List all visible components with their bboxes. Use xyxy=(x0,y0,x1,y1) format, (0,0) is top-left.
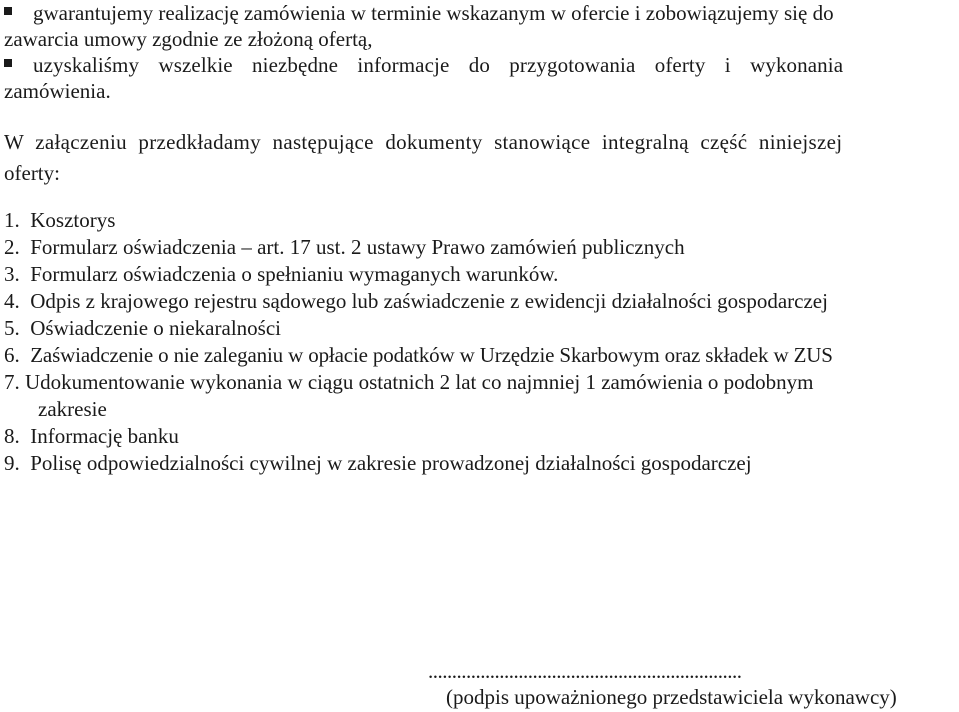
declaration-bullet-list xyxy=(4,0,959,104)
attached-documents-list xyxy=(4,207,959,477)
list-number: 7. xyxy=(4,370,25,394)
document-name: Oświadczenie o niekaralności xyxy=(30,316,281,340)
list-number: 2. xyxy=(4,235,31,259)
declaration-bullet-item xyxy=(4,0,959,52)
bullet-text-line: zamówienia. xyxy=(4,79,111,103)
list-number: 6. xyxy=(4,343,31,367)
attachments-intro xyxy=(4,127,959,189)
declaration-bullet-item xyxy=(4,52,959,104)
document-list-item xyxy=(4,207,959,234)
document-list-item xyxy=(4,342,959,369)
document-name: Formularz oświadczenia – art. 17 ust. 2 ustawy Prawo zamówień publicznych xyxy=(30,235,685,259)
intro-line: W załączeniu przedkładamy następujące dokumenty stanowiące integralną część niniejszej xyxy=(4,130,843,154)
document-list-item xyxy=(4,288,959,315)
list-number: 4. xyxy=(4,289,31,313)
document-list-item xyxy=(4,315,959,342)
document-list-item xyxy=(4,261,959,288)
document-name: Zaświadczenie o nie zaleganiu w opłacie podatków w Urzędzie Skarbowym oraz składek w ZUS xyxy=(30,343,833,367)
list-number: 5. xyxy=(4,316,31,340)
list-number: 3. xyxy=(4,262,31,286)
document-list-item xyxy=(4,450,959,477)
document-name: Odpis z krajowego rejestru sądowego lub zaświadczenie z ewidencji działalności gospodarczej xyxy=(30,289,828,313)
document-list-item xyxy=(4,369,959,423)
document-name-continuation: zakresie xyxy=(38,397,107,421)
bullet-text-line: gwarantujemy realizację zamówienia w terminie wskazanym w ofercie i zobowiązujemy się do xyxy=(33,1,834,25)
document-name: Informację banku xyxy=(30,424,179,448)
document-name: Udokumentowanie wykonania w ciągu ostatnich 2 lat co najmniej 1 zamówienia o podobnym xyxy=(25,370,814,394)
document-name-wrap xyxy=(25,369,959,423)
intro-line: oferty: xyxy=(4,161,60,185)
list-number: 8. xyxy=(4,424,31,448)
signature-block xyxy=(428,658,959,710)
bullet-text-line: zawarcia umowy zgodnie ze złożoną ofertą, xyxy=(4,27,373,51)
document-list-item xyxy=(4,234,959,261)
bullet-text-line: uzyskaliśmy wszelkie niezbędne informacje do przygotowania oferty i wykonania xyxy=(33,53,844,77)
document-name: Polisę odpowiedzialności cywilnej w zakresie prowadzonej działalności gospodarczej xyxy=(30,451,752,475)
signature-line: .................................................................. xyxy=(428,659,742,683)
document-name: Kosztorys xyxy=(30,208,116,232)
document-list-item xyxy=(4,423,959,450)
list-number: 9. xyxy=(4,451,31,475)
document-name: Formularz oświadczenia o spełnianiu wymaganych warunków. xyxy=(30,262,559,286)
square-bullet-icon xyxy=(4,59,12,67)
list-number: 1. xyxy=(4,208,31,232)
signature-caption: (podpis upoważnionego przedstawiciela wykonawcy) xyxy=(446,685,897,709)
square-bullet-icon xyxy=(4,7,12,15)
